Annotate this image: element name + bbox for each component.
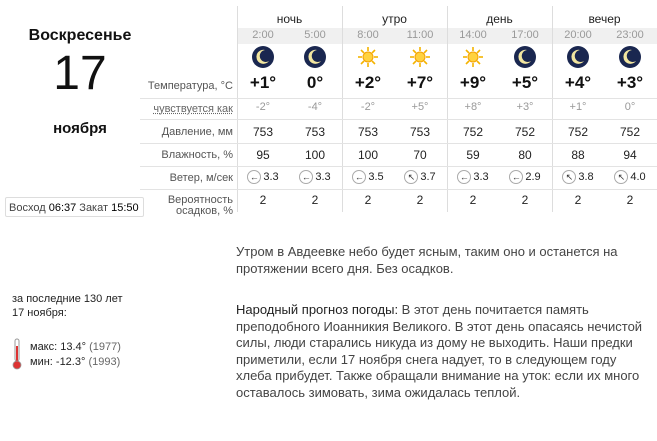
feels-like-value: +8°: [464, 101, 482, 113]
wind-direction-icon: ↖: [562, 170, 576, 184]
pressure-value: 752: [567, 125, 589, 139]
precipitation-value: 2: [364, 193, 372, 207]
history-min-value: -12.3°: [55, 356, 86, 368]
precipitation-value: 2: [416, 193, 424, 207]
folk-forecast-text: В этот день почитается память преподобного Иоанникия Великого. В этот день опасаясь нечистой силы, люди старались никуда из дому не выходить. Наши предки приметили, если 17 ноября снега надует, то в следующем году хлеба прибудет. Также обращали внимание на уток: если их много оставалось зимовать, зима ожидалась теплой.: [236, 302, 643, 400]
history-values: [30, 340, 121, 370]
row-divider: [140, 119, 657, 120]
feels-like-value: -4°: [307, 101, 323, 113]
pressure-value: 752: [462, 125, 484, 139]
history-heading: [12, 292, 123, 320]
day-number: 17: [53, 47, 107, 100]
history-min: [30, 355, 121, 370]
precipitation-value: 2: [469, 193, 477, 207]
wind-speed-value: 3.3: [473, 170, 489, 183]
wind-direction-icon: ←: [247, 170, 261, 184]
row-divider: [140, 143, 657, 144]
pressure-value: 753: [304, 125, 326, 139]
wind-speed-value: 3.5: [368, 170, 384, 183]
folk-forecast: [236, 302, 654, 401]
hour-label: 14:00: [459, 29, 487, 41]
row-label-feels-like[interactable]: чувствуется как: [153, 103, 233, 115]
wind-cell: [237, 170, 289, 184]
wind-speed-value: 3.7: [420, 170, 436, 183]
history-max: [30, 340, 121, 355]
humidity-value: 100: [357, 148, 379, 162]
month: ноября: [53, 120, 107, 137]
hour-label: 20:00: [564, 29, 592, 41]
row-divider: [140, 166, 657, 167]
hour-label: 17:00: [511, 29, 539, 41]
sunset-label: Закат: [79, 202, 109, 214]
wind-speed-value: 3.3: [315, 170, 331, 183]
moon-icon: [289, 45, 341, 69]
temperature-value: +2°: [354, 73, 382, 92]
weather-summary: Утром в Авдеевке небо будет ясным, таким оно и останется на протяжении всего дня. Без осадков.: [236, 244, 618, 276]
hour-label: 5:00: [304, 29, 326, 41]
pressure-value: 752: [514, 125, 536, 139]
row-label-pressure: Давление, мм: [161, 126, 233, 138]
humidity-value: 100: [304, 148, 326, 162]
precipitation-value: 2: [259, 193, 267, 207]
sun-icon: [342, 45, 394, 69]
history-min-year: (1993): [88, 356, 121, 368]
feels-like-value: 0°: [624, 101, 636, 113]
pressure-value: 753: [357, 125, 379, 139]
humidity-value: 94: [623, 148, 637, 162]
row-divider: [140, 189, 657, 190]
wind-cell: [604, 170, 656, 184]
feels-like-value: -2°: [360, 101, 376, 113]
wind-cell: [552, 170, 604, 184]
history-max-year: (1977): [89, 341, 121, 353]
precipitation-value: 2: [311, 193, 319, 207]
humidity-value: 70: [413, 148, 427, 162]
moon-icon: [604, 45, 656, 69]
period-evening: вечер: [588, 12, 621, 26]
wind-speed-value: 3.8: [578, 170, 594, 183]
hour-label: 11:00: [406, 29, 434, 41]
row-label-wind: Ветер, м/сек: [169, 172, 233, 184]
feels-like-value: +3°: [516, 101, 534, 113]
row-label-precip-line1: Вероятность: [167, 194, 233, 206]
feels-like-value: +1°: [569, 101, 587, 113]
row-divider: [140, 98, 657, 99]
wind-cell: [289, 170, 341, 184]
period-night: ночь: [276, 12, 303, 26]
row-label-temperature: Температура, °С: [147, 80, 233, 92]
row-label-humidity: Влажность, %: [161, 149, 233, 161]
humidity-value: 80: [518, 148, 532, 162]
humidity-value: 95: [256, 148, 270, 162]
moon-icon: [237, 45, 289, 69]
weekday: Воскресенье: [28, 27, 132, 44]
row-label-precipitation: [140, 195, 233, 217]
wind-direction-icon: ←: [509, 170, 523, 184]
history-line1: за последние 130 лет: [12, 293, 123, 305]
wind-cell: [394, 170, 446, 184]
pressure-value: 753: [252, 125, 274, 139]
history-line2: 17 ноября:: [12, 307, 67, 319]
history-max-label: макс:: [30, 341, 58, 353]
history-min-label: мин:: [30, 356, 53, 368]
hour-label: 2:00: [252, 29, 274, 41]
temperature-value: +9°: [459, 73, 487, 92]
pressure-value: 752: [619, 125, 641, 139]
humidity-value: 88: [571, 148, 585, 162]
hour-label: 23:00: [616, 29, 644, 41]
humidity-value: 59: [466, 148, 480, 162]
thermometer-icon: [12, 338, 22, 370]
temperature-value: +7°: [406, 73, 434, 92]
pressure-value: 753: [409, 125, 431, 139]
wind-speed-value: 2.9: [525, 170, 541, 183]
sunrise-label: Восход: [9, 202, 46, 214]
history-max-value: 13.4°: [60, 341, 87, 353]
wind-direction-icon: ←: [457, 170, 471, 184]
feels-like-value: +5°: [411, 101, 429, 113]
sunset-time: 15:50: [111, 202, 139, 214]
sun-icon: [447, 45, 499, 69]
temperature-value: +3°: [616, 73, 644, 92]
wind-speed-value: 3.3: [263, 170, 279, 183]
moon-icon: [552, 45, 604, 69]
folk-forecast-title: Народный прогноз погоды:: [236, 302, 399, 317]
precipitation-value: 2: [574, 193, 582, 207]
wind-cell: [499, 170, 551, 184]
temperature-value: 0°: [306, 73, 324, 92]
wind-cell: [447, 170, 499, 184]
temperature-value: +5°: [511, 73, 539, 92]
temperature-value: +4°: [564, 73, 592, 92]
sun-icon: [394, 45, 446, 69]
moon-icon: [499, 45, 551, 69]
sunrise-time: 06:37: [48, 202, 77, 214]
temperature-value: +1°: [249, 73, 277, 92]
period-day: день: [486, 12, 513, 26]
wind-direction-icon: ↖: [404, 170, 418, 184]
wind-direction-icon: ←: [299, 170, 313, 184]
precipitation-value: 2: [521, 193, 529, 207]
row-label-precip-line2: осадков, %: [176, 205, 233, 217]
hour-label: 8:00: [357, 29, 379, 41]
wind-speed-value: 4.0: [630, 170, 646, 183]
precipitation-value: 2: [626, 193, 634, 207]
wind-direction-icon: ←: [352, 170, 366, 184]
wind-cell: [342, 170, 394, 184]
period-morning: утро: [382, 12, 407, 26]
wind-direction-icon: ↖: [614, 170, 628, 184]
sunrise-sunset-box: [5, 197, 144, 217]
feels-like-value: -2°: [255, 101, 271, 113]
